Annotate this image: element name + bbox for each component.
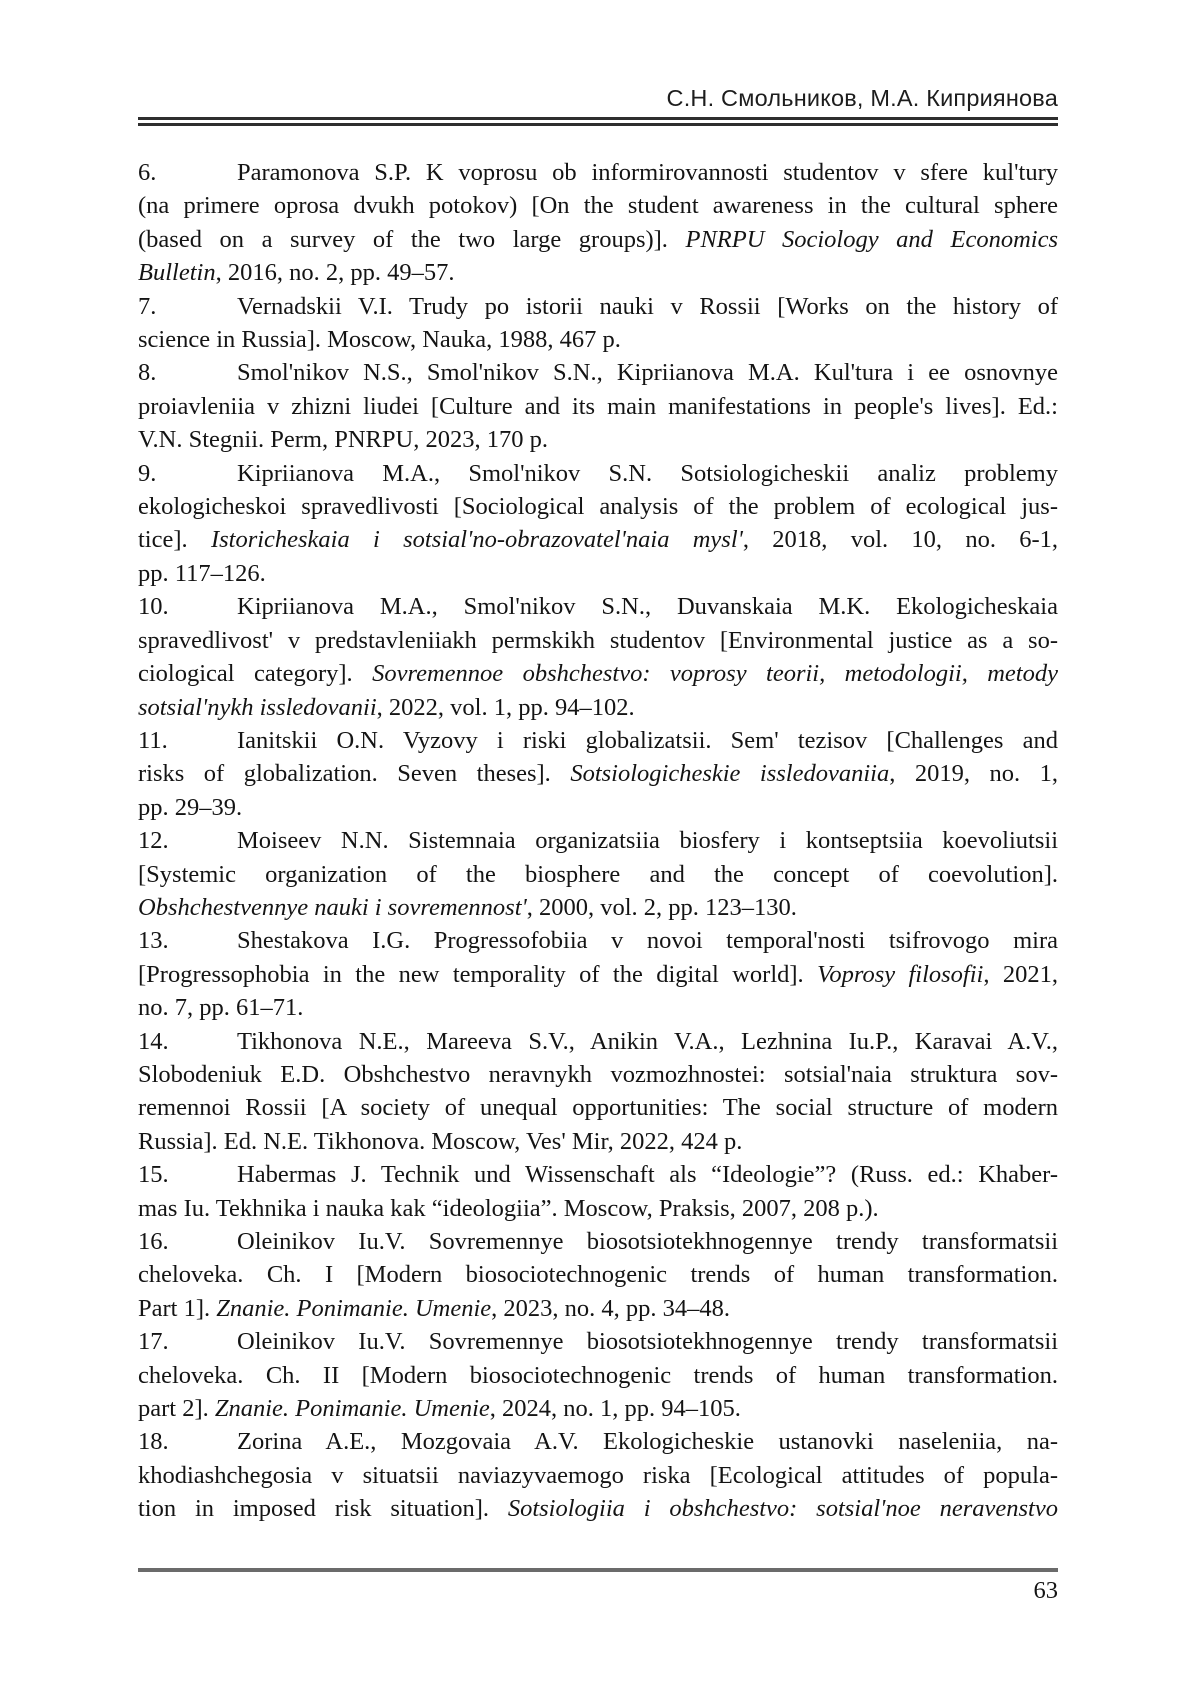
reference-text: , 2000, vol. 2, pp. 123–130. bbox=[526, 893, 797, 921]
reference-text: khodiashchegosia v situatsii naviazyvaemogo riska [Ecological attitudes of popula- bbox=[138, 1461, 1058, 1489]
reference-text: part 2]. bbox=[138, 1395, 215, 1423]
header-rule bbox=[138, 117, 1058, 126]
reference-line bbox=[138, 991, 1058, 1024]
reference-text: Zorina A.E., Mozgovaia A.V. Ekologicheskie ustanovki naseleniia, na- bbox=[237, 1428, 1058, 1456]
source-title-italic: Sotsiologicheskie issledovaniia bbox=[570, 760, 890, 788]
reference-text: risks of globalization. Seven theses]. bbox=[138, 760, 571, 788]
reference-number: 10. bbox=[138, 593, 169, 621]
reference-number: 17. bbox=[138, 1328, 169, 1356]
source-title-italic: Znanie. Ponimanie. Umenie bbox=[216, 1294, 492, 1322]
reference-text: science in Russia]. Moscow, Nauka, 1988, 467 p. bbox=[138, 326, 621, 354]
reference-text: Slobodeniuk E.D. Obshchestvo neravnykh vozmozhnostei: sotsial'naia struktura sov- bbox=[138, 1060, 1058, 1088]
reference-line bbox=[138, 323, 1058, 356]
reference-text: Habermas J. Technik und Wissenschaft als “Ideologie”? (Russ. ed.: Khaber- bbox=[237, 1161, 1058, 1189]
reference-text: , 2022, vol. 1, pp. 94–102. bbox=[376, 693, 635, 721]
source-title-italic: Istoricheskaia i sotsial'no-obrazovatel'naia mysl' bbox=[210, 526, 743, 554]
reference-text: pp. 29–39. bbox=[138, 793, 243, 821]
reference-line bbox=[138, 1392, 1058, 1425]
reference-line bbox=[138, 691, 1058, 724]
reference-line bbox=[138, 924, 1058, 957]
reference-text: V.N. Stegnii. Perm, PNRPU, 2023, 170 p. bbox=[138, 426, 548, 454]
reference-text: proiavleniia v zhizni liudei [Culture and its main manifestations in people's lives]. Ed.: bbox=[138, 392, 1058, 420]
reference-line bbox=[138, 1425, 1058, 1458]
reference-line bbox=[138, 423, 1058, 456]
reference-line bbox=[138, 1359, 1058, 1392]
reference-item bbox=[138, 1025, 1058, 1159]
reference-line bbox=[138, 891, 1058, 924]
reference-text: no. 7, pp. 61–71. bbox=[138, 994, 304, 1022]
page-number: 63 bbox=[1033, 1577, 1058, 1604]
reference-number: 8. bbox=[138, 359, 157, 387]
reference-text: tice]. bbox=[138, 526, 211, 554]
reference-item bbox=[138, 156, 1058, 290]
reference-item bbox=[138, 356, 1058, 456]
source-title-italic: PNRPU Sociology and Economics bbox=[685, 225, 1058, 253]
reference-line bbox=[138, 824, 1058, 857]
reference-line bbox=[138, 1325, 1058, 1358]
reference-line bbox=[138, 523, 1058, 556]
reference-item bbox=[138, 1158, 1058, 1225]
source-title-italic: Sotsiologiia i obshchestvo: sotsial'noe neravenstvo bbox=[507, 1495, 1058, 1523]
reference-item bbox=[138, 457, 1058, 591]
reference-text: (based on a survey of the two large groups)]. bbox=[138, 225, 686, 253]
reference-number: 13. bbox=[138, 927, 169, 955]
reference-text: [Systemic organization of the biosphere and the concept of coevolution]. bbox=[138, 860, 1058, 888]
reference-line bbox=[138, 189, 1058, 222]
reference-text: [Progressophobia in the new temporality of the digital world]. bbox=[138, 960, 818, 988]
reference-line bbox=[138, 290, 1058, 323]
reference-number: 18. bbox=[138, 1428, 169, 1456]
reference-number: 6. bbox=[138, 159, 157, 186]
reference-text: cheloveka. Ch. I [Modern biosociotechnogenic trends of human transformation. bbox=[138, 1261, 1058, 1289]
reference-text: ciological category]. bbox=[138, 660, 373, 688]
running-head-authors: С.Н. Смольников, М.А. Киприянова bbox=[666, 85, 1058, 111]
reference-text: , 2021, bbox=[983, 960, 1058, 988]
reference-line bbox=[138, 590, 1058, 623]
reference-line bbox=[138, 1292, 1058, 1325]
reference-text: Kipriianova M.A., Smol'nikov S.N. Sotsiologicheskii analiz problemy bbox=[237, 459, 1058, 487]
reference-line bbox=[138, 757, 1058, 790]
reference-line bbox=[138, 457, 1058, 490]
source-title-italic: Voprosy filosofii bbox=[817, 960, 984, 988]
reference-text: tion in imposed risk situation]. bbox=[138, 1495, 508, 1523]
reference-number: 14. bbox=[138, 1027, 169, 1055]
reference-line bbox=[138, 1025, 1058, 1058]
reference-number: 11. bbox=[138, 726, 168, 754]
reference-line bbox=[138, 624, 1058, 657]
reference-text: (na primere oprosa dvukh potokov) [On the student awareness in the cultural sphere bbox=[138, 192, 1058, 220]
reference-line bbox=[138, 1158, 1058, 1191]
reference-text: Vernadskii V.I. Trudy po istorii nauki v Rossii [Works on the history of bbox=[237, 292, 1058, 320]
reference-text: pp. 117–126. bbox=[138, 559, 266, 587]
reference-line bbox=[138, 156, 1058, 189]
reference-text: spravedlivost' v predstavleniiakh permskikh studentov [Environmental justice as a so- bbox=[138, 626, 1058, 654]
reference-text: remennoi Rossii [A society of unequal opportunities: The social structure of modern bbox=[138, 1094, 1058, 1122]
reference-number: 12. bbox=[138, 827, 169, 855]
reference-line bbox=[138, 958, 1058, 991]
reference-text: Smol'nikov N.S., Smol'nikov S.N., Kipriianova M.A. Kul'tura i ee osnovnye bbox=[237, 359, 1058, 387]
reference-number: 16. bbox=[138, 1228, 169, 1255]
reference-text: , 2018, vol. 10, no. 6-1, bbox=[742, 526, 1059, 554]
reference-line bbox=[138, 490, 1058, 523]
reference-item bbox=[138, 1325, 1058, 1425]
reference-text: Kipriianova M.A., Smol'nikov S.N., Duvanskaia M.K. Ekologicheskaia bbox=[237, 593, 1058, 621]
reference-text: Ianitskii O.N. Vyzovy i riski globalizatsii. Sem' tezisov [Challenges and bbox=[237, 726, 1058, 754]
reference-text: Paramonova S.P. K voprosu ob informirovannosti studentov v sfere kul'tury bbox=[237, 159, 1058, 186]
source-title-italic: Sovremennoe obshchestvo: voprosy teorii, metodologii, metody bbox=[372, 660, 1058, 688]
reference-text: Moiseev N.N. Sistemnaia organizatsiia biosfery i kontseptsiia koevoliutsii bbox=[237, 827, 1058, 855]
reference-text: , 2023, no. 4, pp. 34–48. bbox=[491, 1294, 731, 1322]
reference-number: 9. bbox=[138, 459, 157, 487]
reference-line bbox=[138, 1192, 1058, 1225]
reference-text: Oleinikov Iu.V. Sovremennye biosotsiotekhnogennye trendy transformatsii bbox=[237, 1328, 1058, 1356]
reference-line bbox=[138, 791, 1058, 824]
reference-text: ekologicheskoi spravedlivosti [Sociological analysis of the problem of ecological jus- bbox=[138, 493, 1058, 521]
reference-text: , 2019, no. 1, bbox=[889, 760, 1058, 788]
source-title-italic: Bulletin bbox=[138, 259, 216, 287]
reference-line bbox=[138, 1091, 1058, 1124]
reference-text: , 2024, no. 1, pp. 94–105. bbox=[489, 1395, 741, 1423]
reference-line bbox=[138, 256, 1058, 289]
reference-line bbox=[138, 1459, 1058, 1492]
reference-text: Shestakova I.G. Progressofobiia v novoi temporal'nosti tsifrovogo mira bbox=[237, 927, 1058, 955]
reference-list bbox=[138, 156, 1058, 1526]
reference-text: Russia]. Ed. N.E. Tikhonova. Moscow, Ves' Mir, 2022, 424 p. bbox=[138, 1127, 743, 1155]
reference-text: cheloveka. Ch. II [Modern biosociotechnogenic trends of human transformation. bbox=[138, 1361, 1058, 1389]
reference-line bbox=[138, 557, 1058, 590]
reference-item bbox=[138, 1225, 1058, 1325]
source-title-italic: Obshchestvennye nauki i sovremennost' bbox=[138, 893, 527, 921]
reference-line bbox=[138, 1125, 1058, 1158]
source-title-italic: sotsial'nykh issledovanii bbox=[138, 693, 377, 721]
reference-line bbox=[138, 657, 1058, 690]
reference-item bbox=[138, 924, 1058, 1024]
reference-item bbox=[138, 724, 1058, 824]
reference-line bbox=[138, 1492, 1058, 1525]
source-title-italic: Znanie. Ponimanie. Umenie bbox=[214, 1395, 490, 1423]
reference-line bbox=[138, 356, 1058, 389]
reference-text: Tikhonova N.E., Mareeva S.V., Anikin V.A., Lezhnina Iu.P., Karavai A.V., bbox=[237, 1027, 1058, 1055]
reference-number: 7. bbox=[138, 292, 157, 320]
reference-item bbox=[138, 290, 1058, 357]
reference-text: , 2016, no. 2, pp. 49–57. bbox=[215, 259, 455, 287]
reference-line bbox=[138, 1225, 1058, 1258]
reference-text: Oleinikov Iu.V. Sovremennye biosotsiotekhnogennye trendy transformatsii bbox=[237, 1228, 1058, 1255]
footer-rule bbox=[138, 1568, 1058, 1572]
reference-item bbox=[138, 590, 1058, 724]
reference-line bbox=[138, 223, 1058, 256]
reference-number: 15. bbox=[138, 1161, 169, 1189]
reference-text: Part 1]. bbox=[138, 1294, 217, 1322]
reference-line bbox=[138, 390, 1058, 423]
reference-text: mas Iu. Tekhnika i nauka kak “ideologiia”. Moscow, Praksis, 2007, 208 p.). bbox=[138, 1194, 879, 1222]
reference-line bbox=[138, 1058, 1058, 1091]
reference-line bbox=[138, 1258, 1058, 1291]
reference-line bbox=[138, 858, 1058, 891]
reference-item bbox=[138, 824, 1058, 924]
reference-line bbox=[138, 724, 1058, 757]
reference-item bbox=[138, 1425, 1058, 1525]
